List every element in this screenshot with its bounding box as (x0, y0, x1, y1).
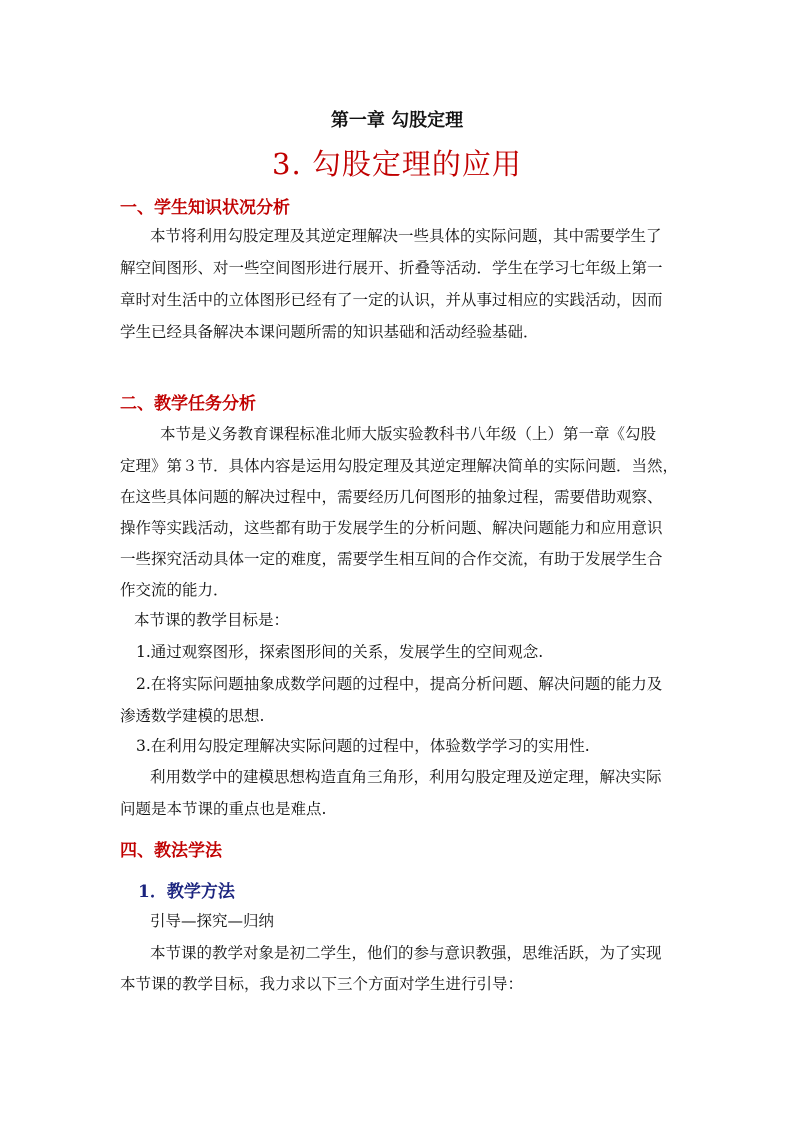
method-line: 引导—探究—归纳 (150, 912, 275, 930)
goal-item: 2.在将实际问题抽象成数学问题的过程中，提高分析问题、解决问题的能力及 (136, 675, 663, 693)
paragraph-line: 本节将利用勾股定理及其逆定理解决一些具体的实际问题，其中需要学生了 (150, 227, 662, 245)
paragraph-line: 操作等实践活动，这些都有助于发展学生的分析问题、解决问题能力和应用意识 (120, 519, 663, 537)
goal-item: 3.在利用勾股定理解决实际问题的过程中，体验数学学习的实用性. (136, 737, 590, 755)
paragraph-line: 学生已经具备解决本课问题所需的知识基础和活动经验基础． (120, 323, 539, 341)
paragraph-line: 解空间图形、对一些空间图形进行展开、折叠等活动．学生在学习七年级上第一 (120, 259, 663, 277)
paragraph-line: 在这些具体问题的解决过程中，需要经历几何图形的抽象过程，需要借助观察、 (120, 488, 663, 506)
section-heading-4: 四、教法学法 (120, 841, 222, 861)
subsection-heading: 1．教学方法 (138, 882, 235, 902)
paragraph-line: 定理》第３节．具体内容是运用勾股定理及其逆定理解决简单的实际问题．当然， (120, 457, 679, 475)
section-heading-1: 一、学生知识状况分析 (120, 198, 290, 218)
paragraph-line: 本节课的教学对象是初二学生，他们的参与意识教强，思维活跃，为了实现 (150, 944, 662, 962)
key-point-line: 利用数学中的建模思想构造直角三角形，利用勾股定理及逆定理，解决实际 (150, 768, 662, 786)
paragraph-line: 作交流的能力． (120, 581, 229, 599)
paragraph-line: 一些探究活动具体一定的难度，需要学生相互间的合作交流，有助于发展学生合 (120, 550, 663, 568)
goals-intro: 本节课的教学目标是： (134, 611, 290, 629)
key-point-line: 问题是本节课的重点也是难点. (120, 800, 327, 818)
lesson-title: 3. 勾股定理的应用 (272, 147, 522, 181)
goal-item: 渗透数学建模的思想. (120, 707, 265, 725)
paragraph-line: 本节课的教学目标，我力求以下三个方面对学生进行引导： (120, 975, 524, 993)
chapter-heading: 第一章 勾股定理 (330, 110, 464, 131)
section-heading-2: 二、教学任务分析 (120, 394, 256, 414)
goal-item: 1.通过观察图形，探索图形间的关系，发展学生的空间观念. (136, 643, 544, 661)
paragraph-line: 本节是义务教育课程标准北师大版实验教科书八年级（上）第一章《勾股 (160, 425, 657, 443)
paragraph-line: 章时对生活中的立体图形已经有了一定的认识，并从事过相应的实践活动，因而 (120, 291, 663, 309)
